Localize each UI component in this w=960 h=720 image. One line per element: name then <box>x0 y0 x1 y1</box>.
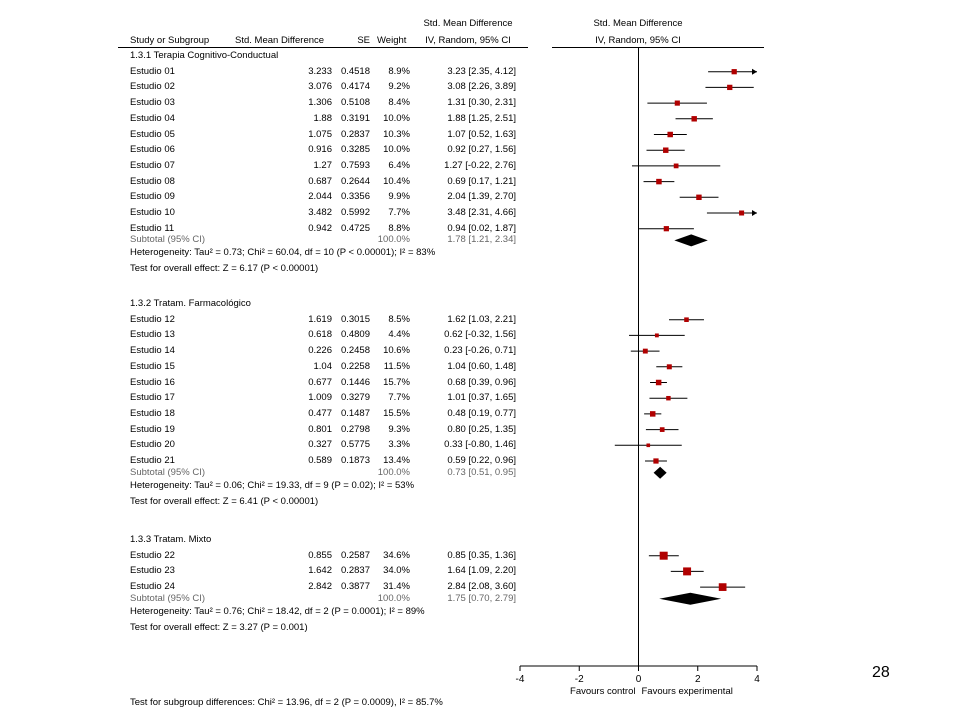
study-weight: 10.3% <box>383 128 410 140</box>
subgroup-title: 1.3.1 Terapia Cognitivo-Conductual <box>130 50 279 61</box>
study-ci: 0.85 [0.35, 1.36] <box>447 549 516 561</box>
study-ci: 2.84 [2.08, 3.60] <box>447 581 516 593</box>
study-ci: 0.48 [0.19, 0.77] <box>447 407 516 419</box>
study-smd: 0.801 <box>308 423 332 435</box>
header-weight: Weight <box>377 35 407 46</box>
study-se: 0.2837 <box>340 565 370 577</box>
study-se: 0.2458 <box>340 345 370 357</box>
study-ci: 0.23 [-0.26, 0.71] <box>444 345 516 357</box>
study-smd: 0.589 <box>308 455 332 466</box>
study-ci: 0.94 [0.02, 1.87] <box>447 222 516 234</box>
study-marker <box>643 349 648 354</box>
study-name: Estudio 06 <box>130 144 175 156</box>
subgroup-title: 1.3.2 Tratam. Farmacológico <box>130 298 251 309</box>
overall-effect-text: Test for overall effect: Z = 6.41 (P < 0.00001) <box>130 495 319 507</box>
study-ci: 0.33 [-0.80, 1.46] <box>444 439 516 451</box>
study-smd: 2.842 <box>308 581 332 593</box>
header-se: SE <box>357 35 370 46</box>
study-weight: 9.2% <box>388 81 410 93</box>
x-tick-label: 0 <box>635 674 642 685</box>
study-se: 0.1487 <box>340 407 370 419</box>
subtotal-label: Subtotal (95% CI) <box>130 592 205 604</box>
study-weight: 10.6% <box>383 345 410 357</box>
study-smd: 0.855 <box>308 549 332 561</box>
study-ci: 0.62 [-0.32, 1.56] <box>444 329 516 341</box>
study-marker <box>646 443 650 447</box>
study-se: 0.4809 <box>340 329 370 341</box>
x-tick-label: 4 <box>754 674 760 685</box>
subtotal-ci: 1.75 [0.70, 2.79] <box>447 592 516 604</box>
study-name: Estudio 08 <box>130 175 175 187</box>
study-marker <box>739 210 744 215</box>
study-name: Estudio 10 <box>130 207 175 218</box>
study-ci: 0.80 [0.25, 1.35] <box>447 423 516 435</box>
subtotal-diamond <box>659 593 721 605</box>
header-smd: Std. Mean Difference <box>235 35 325 46</box>
subtotal-weight: 100.0% <box>377 466 410 478</box>
study-marker <box>683 567 691 575</box>
study-smd: 0.942 <box>308 222 332 234</box>
study-marker <box>663 147 668 152</box>
favours-experimental-label: Favours experimental <box>641 686 733 697</box>
study-smd: 1.075 <box>308 128 332 140</box>
study-weight: 34.0% <box>383 565 410 577</box>
study-se: 0.3191 <box>340 112 370 124</box>
study-se: 0.3015 <box>340 313 370 325</box>
study-weight: 10.0% <box>383 112 410 124</box>
study-weight: 8.4% <box>388 97 410 109</box>
study-weight: 11.5% <box>383 360 410 372</box>
study-marker <box>666 396 670 400</box>
study-weight: 10.4% <box>383 175 410 187</box>
study-se: 0.4174 <box>340 81 370 93</box>
study-name: Estudio 11 <box>130 222 175 234</box>
study-ci: 0.59 [0.22, 0.96] <box>447 455 516 466</box>
study-name: Estudio 09 <box>130 191 175 203</box>
x-tick-label: -2 <box>574 674 584 685</box>
study-name: Estudio 03 <box>130 97 175 109</box>
study-ci: 3.48 [2.31, 4.66] <box>447 207 516 218</box>
study-se: 0.2587 <box>340 549 370 561</box>
study-ci: 1.07 [0.52, 1.63] <box>447 128 516 140</box>
study-smd: 0.677 <box>308 376 332 388</box>
subtotal-weight: 100.0% <box>377 234 410 246</box>
study-smd: 1.642 <box>308 565 332 577</box>
study-se: 0.3356 <box>340 191 370 203</box>
study-marker <box>696 195 701 200</box>
study-marker <box>667 364 672 369</box>
study-marker <box>727 85 732 90</box>
study-name: Estudio 07 <box>130 159 175 171</box>
heterogeneity-text: Heterogeneity: Tau² = 0.06; Chi² = 19.33, df = 9 (P = 0.02); I² = 53% <box>130 479 415 491</box>
study-weight: 6.4% <box>388 159 410 171</box>
study-smd: 1.04 <box>313 360 332 372</box>
study-marker <box>664 226 669 231</box>
study-se: 0.1446 <box>340 376 370 388</box>
study-name: Estudio 01 <box>130 65 175 77</box>
study-marker <box>674 164 679 169</box>
subgroup-differences-test: Test for subgroup differences: Chi² = 13.96, df = 2 (P = 0.0009), I² = 85.7% <box>130 697 443 708</box>
study-weight: 15.5% <box>383 407 410 419</box>
heterogeneity-text: Heterogeneity: Tau² = 0.73; Chi² = 60.04, df = 10 (P < 0.00001); I² = 83% <box>130 247 436 259</box>
study-weight: 7.7% <box>388 207 410 218</box>
subtotal-diamond <box>654 467 667 479</box>
subtotal-label: Subtotal (95% CI) <box>130 234 205 246</box>
study-marker <box>684 317 689 322</box>
study-name: Estudio 02 <box>130 81 175 93</box>
study-marker <box>660 427 665 432</box>
study-marker <box>650 411 655 416</box>
study-weight: 13.4% <box>383 455 410 466</box>
study-se: 0.3285 <box>340 144 370 156</box>
study-ci: 3.08 [2.26, 3.89] <box>447 81 516 93</box>
study-weight: 15.7% <box>383 376 410 388</box>
heterogeneity-text: Heterogeneity: Tau² = 0.76; Chi² = 18.42, df = 2 (P = 0.0001); I² = 89% <box>130 605 425 617</box>
study-name: Estudio 05 <box>130 128 175 140</box>
study-ci: 1.88 [1.25, 2.51] <box>447 112 516 124</box>
study-ci: 1.64 [1.09, 2.20] <box>447 565 516 577</box>
study-smd: 2.044 <box>308 191 332 203</box>
study-marker <box>660 552 668 560</box>
study-name: Estudio 21 <box>130 455 175 466</box>
study-se: 0.4725 <box>340 222 370 234</box>
study-marker <box>653 458 658 463</box>
study-name: Estudio 13 <box>130 329 175 341</box>
study-smd: 0.916 <box>308 144 332 156</box>
study-weight: 34.6% <box>383 549 410 561</box>
study-weight: 8.5% <box>388 313 410 325</box>
study-se: 0.2798 <box>340 423 370 435</box>
overall-effect-text: Test for overall effect: Z = 6.17 (P < 0.00001) <box>130 263 319 275</box>
study-name: Estudio 15 <box>130 360 175 372</box>
study-marker <box>656 380 662 386</box>
study-marker <box>691 116 696 121</box>
subtotal-weight: 100.0% <box>377 592 410 604</box>
study-weight: 8.9% <box>388 65 410 77</box>
study-se: 0.5775 <box>340 439 370 451</box>
study-se: 0.4518 <box>340 65 370 77</box>
study-weight: 31.4% <box>383 581 410 593</box>
study-weight: 8.8% <box>388 222 410 234</box>
study-se: 0.7593 <box>340 159 370 171</box>
study-se: 0.1873 <box>340 455 370 466</box>
study-name: Estudio 24 <box>130 581 175 593</box>
study-name: Estudio 20 <box>130 439 175 451</box>
study-ci: 2.04 [1.39, 2.70] <box>447 191 516 203</box>
x-tick-label: 2 <box>694 674 701 685</box>
study-smd: 0.687 <box>308 175 332 187</box>
study-smd: 0.226 <box>308 345 332 357</box>
study-ci: 0.68 [0.39, 0.96] <box>447 376 516 388</box>
header-plot-bottom: IV, Random, 95% CI <box>595 35 681 46</box>
study-se: 0.2258 <box>340 360 370 372</box>
study-ci: 0.69 [0.17, 1.21] <box>447 175 516 187</box>
study-marker <box>656 179 662 185</box>
study-marker <box>732 69 737 74</box>
overall-effect-text: Test for overall effect: Z = 3.27 (P = 0.001) <box>130 621 308 633</box>
subtotal-ci: 0.73 [0.51, 0.95] <box>447 466 516 478</box>
header-ci-bottom: IV, Random, 95% CI <box>425 35 511 46</box>
study-name: Estudio 17 <box>130 392 175 404</box>
study-marker <box>719 583 727 591</box>
study-smd: 0.477 <box>308 407 332 419</box>
study-smd: 1.619 <box>308 313 332 325</box>
ci-arrow <box>752 69 757 75</box>
study-smd: 0.618 <box>308 329 332 341</box>
study-name: Estudio 14 <box>130 345 175 357</box>
favours-control-label: Favours control <box>570 686 636 697</box>
subgroup-title: 1.3.3 Tratam. Mixto <box>130 534 212 545</box>
study-marker <box>667 132 672 137</box>
study-ci: 0.92 [0.27, 1.56] <box>447 144 516 156</box>
study-smd: 3.076 <box>308 81 332 93</box>
study-se: 0.5992 <box>340 207 370 218</box>
study-ci: 1.01 [0.37, 1.65] <box>447 392 516 404</box>
subtotal-label: Subtotal (95% CI) <box>130 466 205 478</box>
study-name: Estudio 16 <box>130 376 175 388</box>
study-ci: 1.27 [-0.22, 2.76] <box>444 159 516 171</box>
study-se: 0.3279 <box>340 392 370 404</box>
study-smd: 3.233 <box>308 65 332 77</box>
subtotal-ci: 1.78 [1.21, 2.34] <box>447 234 516 246</box>
study-ci: 1.31 [0.30, 2.31] <box>447 97 516 109</box>
study-marker <box>655 333 659 337</box>
study-marker <box>675 101 680 106</box>
study-se: 0.3877 <box>340 581 370 593</box>
header-ci-top: Std. Mean Difference <box>423 18 513 29</box>
slide-number: 28 <box>872 664 890 681</box>
header-plot-top: Std. Mean Difference <box>593 18 683 29</box>
ci-arrow <box>752 210 757 216</box>
study-name: Estudio 19 <box>130 423 175 435</box>
x-tick-label: -4 <box>515 674 525 685</box>
study-ci: 3.23 [2.35, 4.12] <box>447 65 516 77</box>
study-smd: 1.306 <box>308 97 332 109</box>
study-ci: 1.62 [1.03, 2.21] <box>447 313 516 325</box>
study-smd: 1.27 <box>313 159 332 171</box>
study-se: 0.5108 <box>340 97 370 109</box>
header-study: Study or Subgroup <box>130 35 210 46</box>
study-weight: 4.4% <box>388 329 410 341</box>
study-weight: 7.7% <box>388 392 410 404</box>
study-weight: 10.0% <box>383 144 410 156</box>
study-se: 0.2644 <box>340 175 370 187</box>
study-weight: 3.3% <box>388 439 410 451</box>
study-se: 0.2837 <box>340 128 370 140</box>
study-smd: 1.88 <box>313 112 332 124</box>
study-name: Estudio 04 <box>130 112 175 124</box>
study-smd: 1.009 <box>308 392 332 404</box>
study-smd: 0.327 <box>308 439 332 451</box>
study-name: Estudio 23 <box>130 565 175 577</box>
study-weight: 9.3% <box>388 423 410 435</box>
study-weight: 9.9% <box>388 191 410 203</box>
subtotal-diamond <box>674 234 707 246</box>
study-ci: 1.04 [0.60, 1.48] <box>447 360 516 372</box>
study-name: Estudio 18 <box>130 407 175 419</box>
study-name: Estudio 12 <box>130 313 175 325</box>
study-smd: 3.482 <box>308 207 332 218</box>
study-name: Estudio 22 <box>130 549 175 561</box>
